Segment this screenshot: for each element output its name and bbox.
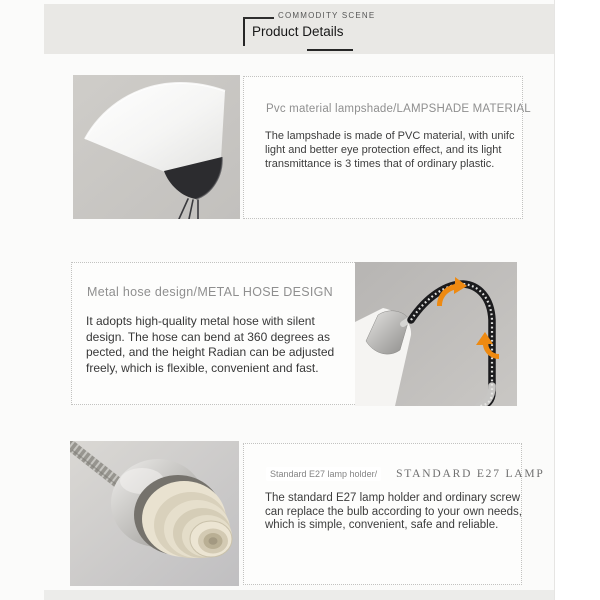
lampshade-illustration (73, 75, 240, 219)
section-title-holder: STANDARD E27 LAMP (396, 468, 545, 480)
holder-title-row (266, 467, 545, 481)
lampshade-info-box (243, 76, 531, 219)
section-body-hose: It adopts high-quality metal hose with silent design. The hose can bend at 360 degrees as pected, and the height Radian can be adjusted freely, which is flexible, convenient and fast. (86, 314, 335, 375)
hose-info-box (71, 262, 517, 405)
title-underline (307, 49, 353, 51)
lampshade-photo (73, 75, 240, 219)
e27-holder-illustration (70, 441, 239, 586)
section-body-lampshade: The lampshade is made of PVC material, with unifc light and better eye protection effect, and its light transmittance is 3 times that of ordinary plastic. (265, 130, 515, 170)
section-title-hose: Metal hose design/METAL HOSE DESIGN (87, 285, 334, 299)
page-title: Product Details (243, 19, 348, 46)
metal-hose-illustration (355, 262, 517, 406)
e27-holder-photo (70, 441, 239, 586)
right-margin (555, 0, 600, 600)
header-eyebrow: COMMODITY SCENE (278, 11, 376, 20)
title-block (243, 10, 383, 52)
section-title-lampshade: Pvc material lampshade/LAMPSHADE MATERIAL (266, 103, 531, 115)
metal-hose-photo (355, 262, 517, 406)
bottom-band (44, 590, 554, 600)
section-subtitle-holder: Standard E27 lamp holder/ (266, 467, 381, 481)
holder-info-box (243, 443, 545, 585)
section-body-holder: The standard E27 lamp holder and ordinary screw can replace the bulb according to your own needs, which is simple, convenient, safe and reliable. (265, 492, 522, 531)
